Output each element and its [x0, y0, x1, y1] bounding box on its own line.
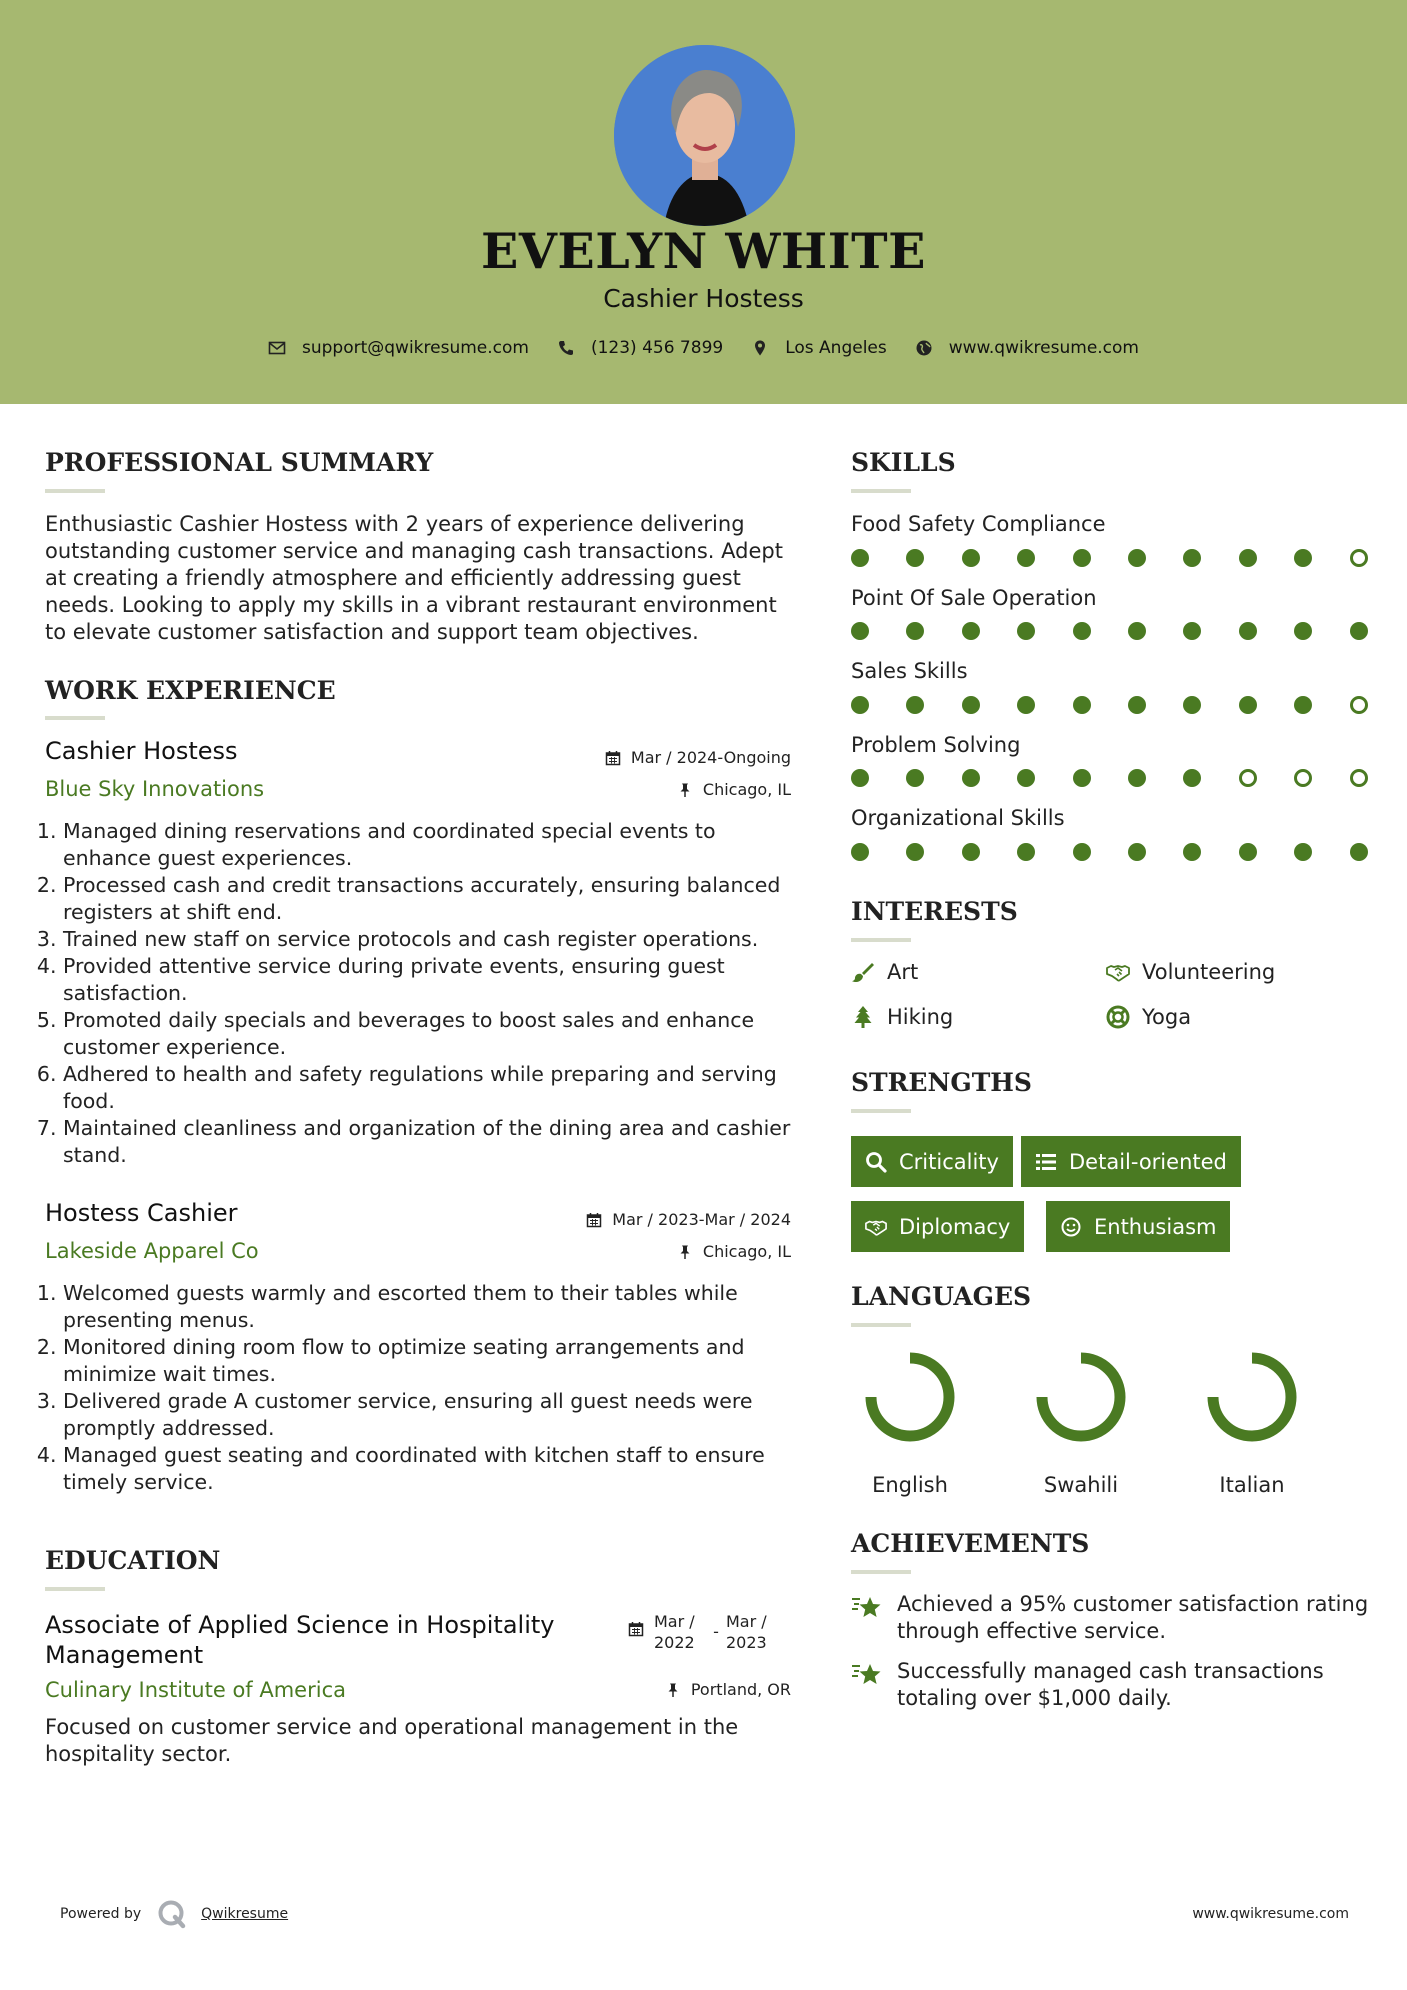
skill-dot-filled: [1183, 622, 1201, 640]
skill-dot-filled: [1128, 696, 1146, 714]
skill-rating: [851, 622, 1363, 640]
pushpin-icon: [677, 1244, 693, 1260]
skill-dot-filled: [1073, 549, 1091, 567]
skill-dot-filled: [1294, 843, 1312, 861]
duty-item: 6. Adhered to health and safety regulations while preparing and serving food.: [63, 1061, 803, 1115]
duty-item: 2. Monitored dining room flow to optimize seating arrangements and minimize wait times.: [63, 1334, 803, 1388]
skill-dot-filled: [1294, 696, 1312, 714]
language-proficiency-arc: [1042, 1358, 1120, 1436]
duty-item: 1. Welcomed guests warmly and escorted them to their tables while presenting menus.: [63, 1280, 803, 1334]
language-name: Swahili: [1043, 1473, 1119, 1497]
smile-icon: [1060, 1216, 1082, 1238]
job-location: [677, 1242, 791, 1261]
interest-hiking: [851, 1005, 953, 1029]
strengths-heading: STRENGTHS: [851, 1068, 1032, 1097]
strengths-heading-rule: [851, 1109, 911, 1113]
achievements-heading-rule: [851, 1570, 911, 1574]
skill-dot-filled: [1017, 622, 1035, 640]
strength-label: Criticality: [899, 1149, 999, 1174]
envelope-icon: [268, 339, 286, 357]
skill-dot-filled: [906, 696, 924, 714]
job-company: Lakeside Apparel Co: [45, 1239, 259, 1263]
interests-heading: INTERESTS: [851, 897, 1018, 926]
language-name: English: [872, 1473, 948, 1497]
pushpin-icon: [677, 782, 693, 798]
language-gauge: [860, 1347, 960, 1447]
language-proficiency-arc: [871, 1358, 949, 1436]
skill-dot-filled: [851, 549, 869, 567]
contact-phone[interactable]: [557, 338, 723, 358]
skill-dot-filled: [1017, 769, 1035, 787]
duty-item: 3. Delivered grade A customer service, ensuring all guest needs were promptly addressed.: [63, 1388, 803, 1442]
interests-heading-rule: [851, 938, 911, 942]
qwikresume-logo-icon: [157, 1899, 187, 1929]
powered-by-label: Powered by: [60, 1906, 142, 1922]
language-item: [1026, 1347, 1136, 1497]
job-dates: [586, 1210, 791, 1229]
skill-dot-empty: [1294, 769, 1312, 787]
strength-badge: [1021, 1136, 1241, 1187]
education-location: [665, 1680, 791, 1699]
contact-bar: [0, 338, 1407, 358]
strength-label: Diplomacy: [899, 1214, 1011, 1239]
skill-dot-filled: [1239, 549, 1257, 567]
contact-email-text[interactable]: support@qwikresume.com: [302, 338, 529, 358]
summary-text: Enthusiastic Cashier Hostess with 2 years of experience delivering outstanding customer service and managing cash transactions. Adept at creating a friendly atmosphere and efficiently addressing guest needs. Looking to apply my skills in a vibrant restaurant environment to elevate customer satisfaction and support team objectives.: [45, 512, 783, 644]
achievement-item: [851, 1591, 1371, 1645]
skill-dot-filled: [1350, 843, 1368, 861]
skills-heading: SKILLS: [851, 448, 956, 477]
calendar-icon: [628, 1621, 644, 1637]
footer-website[interactable]: www.qwikresume.com: [1192, 1906, 1349, 1922]
skill-dot-empty: [1239, 769, 1257, 787]
skill-dot-filled: [851, 769, 869, 787]
skill-dot-filled: [1073, 769, 1091, 787]
job-dates-text: Mar / 2024-Ongoing: [630, 748, 791, 767]
skill-dot-filled: [1239, 843, 1257, 861]
experience-heading: WORK EXPERIENCE: [45, 676, 336, 705]
summary-heading-rule: [45, 489, 105, 493]
skill-name: Organizational Skills: [851, 806, 1065, 830]
skill-dot-filled: [1183, 696, 1201, 714]
skill-dot-filled: [851, 843, 869, 861]
languages-heading: LANGUAGES: [851, 1282, 1032, 1311]
star-icon: [851, 1660, 883, 1690]
map-pin-icon: [751, 339, 769, 357]
job-title: Hostess Cashier: [45, 1199, 238, 1227]
skill-dot-filled: [906, 549, 924, 567]
contact-phone-text[interactable]: (123) 456 7899: [590, 338, 724, 358]
pushpin-icon: [665, 1682, 681, 1698]
achievement-item: [851, 1658, 1371, 1712]
strength-label: Enthusiasm: [1094, 1214, 1217, 1239]
qwikresume-link[interactable]: Qwikresume: [201, 1906, 289, 1922]
job-dates: [605, 748, 791, 767]
job-title: Cashier Hostess: [45, 737, 238, 765]
skills-heading-rule: [851, 489, 911, 493]
paintbrush-icon: [851, 960, 875, 984]
education-degree: Associate of Applied Science in Hospitality Management: [45, 1611, 555, 1669]
tree-icon: [851, 1005, 875, 1029]
interest-yoga: [1106, 1005, 1191, 1029]
job-company: Blue Sky Innovations: [45, 777, 265, 801]
interest-label: Hiking: [887, 1005, 954, 1029]
education-end: Mar / 2023: [726, 1612, 767, 1652]
skill-dot-filled: [1239, 696, 1257, 714]
languages-heading-rule: [851, 1323, 911, 1327]
skill-dot-filled: [1239, 622, 1257, 640]
skill-dot-filled: [1294, 622, 1312, 640]
skill-name: Sales Skills: [851, 659, 968, 683]
job-duties-list: [63, 1280, 803, 1496]
skill-rating: [851, 696, 1363, 714]
duty-item: 5. Promoted daily specials and beverages to boost sales and enhance customer experience.: [63, 1007, 803, 1061]
interest-label: Yoga: [1142, 1005, 1192, 1029]
skill-dot-filled: [962, 622, 980, 640]
skill-dot-filled: [962, 696, 980, 714]
interest-art: [851, 960, 918, 984]
contact-location-text: Los Angeles: [785, 338, 887, 358]
skill-dot-filled: [962, 769, 980, 787]
job-location-text: Chicago, IL: [702, 780, 791, 799]
skill-name: Food Safety Compliance: [851, 512, 1106, 536]
job-location-text: Chicago, IL: [702, 1242, 791, 1261]
skill-dot-filled: [1017, 549, 1035, 567]
skill-rating: [851, 549, 1363, 567]
education-school: Culinary Institute of America: [45, 1678, 346, 1702]
job-duties-list: [63, 818, 803, 1169]
achievement-text: Achieved a 95% customer satisfaction rating through effective service.: [897, 1592, 1369, 1643]
strength-badge: [851, 1136, 1013, 1187]
experience-heading-rule: [45, 716, 105, 720]
search-icon: [865, 1151, 887, 1173]
interest-label: Art: [887, 960, 919, 984]
strength-badge: [1046, 1201, 1230, 1252]
language-gauge: [1031, 1347, 1131, 1447]
skill-dot-filled: [851, 696, 869, 714]
education-dates: [628, 1611, 778, 1653]
strength-label: Detail-oriented: [1069, 1149, 1227, 1174]
star-icon: [851, 1593, 883, 1623]
education-location-text: Portland, OR: [690, 1680, 791, 1699]
language-proficiency-arc: [1213, 1358, 1291, 1436]
achievements-heading: ACHIEVEMENTS: [851, 1529, 1090, 1558]
list-icon: [1035, 1151, 1057, 1173]
candidate-name: EVELYN WHITE: [481, 222, 926, 280]
skill-dot-filled: [962, 549, 980, 567]
duty-item: 2. Processed cash and credit transactions accurately, ensuring balanced registers at shift end.: [63, 872, 803, 926]
resume-header: [0, 0, 1407, 404]
globe-icon: [915, 339, 933, 357]
lifebuoy-icon: [1106, 1005, 1130, 1029]
duty-item: 7. Maintained cleanliness and organization of the dining area and cashier stand.: [63, 1115, 803, 1169]
duty-item: 4. Provided attentive service during private events, ensuring guest satisfaction.: [63, 953, 803, 1007]
skill-dot-filled: [1128, 769, 1146, 787]
language-gauge: [1202, 1347, 1302, 1447]
language-item: [855, 1347, 965, 1497]
language-name: Italian: [1219, 1473, 1285, 1497]
education-description: Focused on customer service and operational management in the hospitality sector.: [45, 1715, 739, 1766]
skill-dot-filled: [906, 769, 924, 787]
skill-dot-filled: [1128, 843, 1146, 861]
candidate-title: Cashier Hostess: [603, 284, 804, 313]
handshake-icon: [1106, 960, 1130, 984]
education-heading: EDUCATION: [45, 1546, 221, 1575]
skill-dot-filled: [1183, 549, 1201, 567]
job-location: [677, 780, 791, 799]
calendar-icon: [605, 750, 621, 766]
handshake-icon: [865, 1216, 887, 1238]
skill-dot-filled: [906, 843, 924, 861]
skill-dot-filled: [1073, 843, 1091, 861]
skill-dot-filled: [1183, 769, 1201, 787]
skill-dot-filled: [906, 622, 924, 640]
skill-rating: [851, 843, 1363, 861]
footer-powered-by: [60, 1899, 288, 1929]
skill-dot-empty: [1350, 549, 1368, 567]
summary-heading: PROFESSIONAL SUMMARY: [45, 448, 434, 477]
skill-dot-empty: [1350, 769, 1368, 787]
education-date-dash: -: [713, 1622, 719, 1641]
education-start: Mar / 2022: [654, 1612, 695, 1652]
skill-dot-empty: [1350, 696, 1368, 714]
job-dates-text: Mar / 2023-Mar / 2024: [612, 1210, 791, 1229]
contact-location: [751, 338, 887, 358]
achievement-text: Successfully managed cash transactions totaling over $1,000 daily.: [897, 1659, 1324, 1710]
duty-item: 4. Managed guest seating and coordinated with kitchen staff to ensure timely service.: [63, 1442, 803, 1496]
education-heading-rule: [45, 1587, 105, 1591]
skill-dot-filled: [962, 843, 980, 861]
interest-volunteering: [1106, 960, 1275, 984]
contact-email[interactable]: [268, 338, 529, 358]
skill-dot-filled: [851, 622, 869, 640]
skill-rating: [851, 769, 1363, 787]
skill-dot-filled: [1294, 549, 1312, 567]
strength-badge: [851, 1201, 1024, 1252]
skill-dot-filled: [1073, 696, 1091, 714]
contact-website-text[interactable]: www.qwikresume.com: [948, 338, 1139, 358]
skill-dot-filled: [1128, 549, 1146, 567]
calendar-icon: [586, 1212, 602, 1228]
skill-dot-filled: [1017, 843, 1035, 861]
skill-dot-filled: [1017, 696, 1035, 714]
skill-dot-filled: [1128, 622, 1146, 640]
skill-name: Point Of Sale Operation: [851, 586, 1097, 610]
language-item: [1197, 1347, 1307, 1497]
skill-name: Problem Solving: [851, 733, 1021, 757]
skill-dot-filled: [1073, 622, 1091, 640]
interest-label: Volunteering: [1142, 960, 1276, 984]
contact-website[interactable]: [915, 338, 1139, 358]
skill-dot-filled: [1183, 843, 1201, 861]
duty-item: 3. Trained new staff on service protocols and cash register operations.: [63, 926, 803, 953]
duty-item: 1. Managed dining reservations and coordinated special events to enhance guest experiences.: [63, 818, 803, 872]
skill-dot-filled: [1350, 622, 1368, 640]
profile-photo: [614, 45, 795, 226]
phone-icon: [557, 339, 575, 357]
